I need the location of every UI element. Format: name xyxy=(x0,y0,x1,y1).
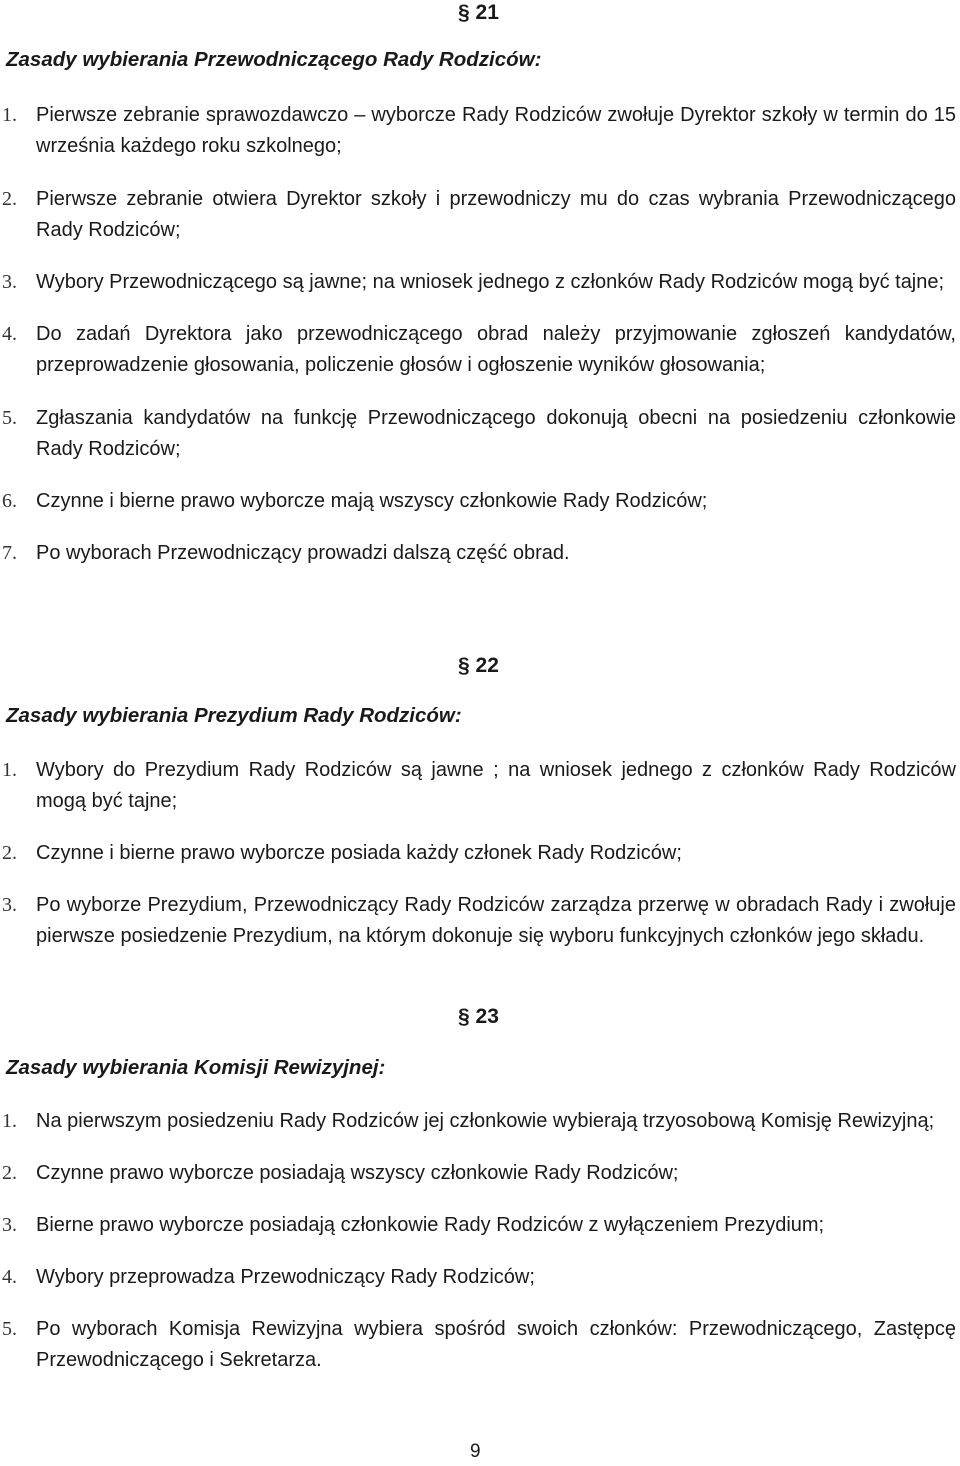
section-list-21 xyxy=(0,100,956,569)
section-heading-21: Zasady wybierania Przewodniczącego Rady Rodziców: xyxy=(6,48,542,71)
list-item-text: Po wyborach Przewodniczący prowadzi dalszą część obrad. xyxy=(36,542,570,564)
list-item-text: Na pierwszym posiedzeniu Rady Rodziców jej członkowie wybierają trzyosobową Komisję Rewizyjną; xyxy=(36,1110,935,1132)
list-item xyxy=(0,1314,956,1376)
list-item xyxy=(0,1106,956,1137)
list-item xyxy=(0,890,956,952)
list-item xyxy=(0,538,956,569)
list-item-text: Bierne prawo wyborcze posiadają członkowie Rady Rodziców z wyłączeniem Prezydium; xyxy=(36,1214,825,1236)
section-mark-21: § 21 xyxy=(458,1,499,24)
list-item-number: 2. xyxy=(2,1162,17,1184)
list-item-number: 3. xyxy=(2,271,17,293)
list-item-number: 2. xyxy=(2,842,17,864)
list-item-text: Czynne i bierne prawo wyborcze mają wszyscy członkowie Rady Rodziców; xyxy=(36,490,708,512)
section-mark-22: § 22 xyxy=(458,654,499,677)
list-item-number: 3. xyxy=(2,1214,17,1236)
list-item-text: Po wyborach Komisja Rewizyjna wybiera spośród swoich członków: Przewodniczącego, Zastępcę Przewodniczącego i Sekretarza. xyxy=(36,1318,956,1371)
section-list-22 xyxy=(0,755,956,952)
list-item-text: Czynne prawo wyborcze posiadają wszyscy członkowie Rady Rodziców; xyxy=(36,1162,679,1184)
list-item-text: Wybory przeprowadza Przewodniczący Rady Rodziców; xyxy=(36,1266,535,1288)
list-item xyxy=(0,184,956,246)
list-item xyxy=(0,100,956,162)
list-item-text: Czynne i bierne prawo wyborcze posiada każdy członek Rady Rodziców; xyxy=(36,842,682,864)
list-item-number: 1. xyxy=(2,1110,17,1132)
list-item-number: 1. xyxy=(2,759,17,781)
list-item xyxy=(0,267,956,298)
list-item xyxy=(0,838,956,869)
list-item-text: Zgłaszania kandydatów na funkcję Przewodniczącego dokonują obecni na posiedzeniu członkowie Rady Rodziców; xyxy=(36,407,956,460)
list-item-number: 2. xyxy=(2,188,17,210)
list-item xyxy=(0,486,956,517)
list-item-number: 1. xyxy=(2,104,17,126)
list-item xyxy=(0,755,956,817)
list-item xyxy=(0,1158,956,1189)
list-item-text: Wybory Przewodniczącego są jawne; na wniosek jednego z członków Rady Rodziców mogą być tajne; xyxy=(36,271,945,293)
list-item-number: 3. xyxy=(2,894,17,916)
list-item-number: 7. xyxy=(2,542,17,564)
list-item-text: Do zadań Dyrektora jako przewodniczącego obrad należy przyjmowanie zgłoszeń kandydatów, przeprowadzenie głosowania, policzenie głosów i ogłoszenie wyników głosowania; xyxy=(36,323,956,376)
list-item xyxy=(0,1262,956,1293)
list-item-text: Pierwsze zebranie otwiera Dyrektor szkoły i przewodniczy mu do czas wybrania Przewodniczącego Rady Rodziców; xyxy=(36,188,956,241)
list-item xyxy=(0,403,956,465)
section-list-23 xyxy=(0,1106,956,1376)
list-item-number: 4. xyxy=(2,1266,17,1288)
list-item-number: 5. xyxy=(2,1318,17,1340)
list-item-number: 5. xyxy=(2,407,17,429)
list-item-text: Wybory do Prezydium Rady Rodziców są jawne ; na wniosek jednego z członków Rady Rodziców mogą być tajne; xyxy=(36,759,956,812)
section-heading-22: Zasady wybierania Prezydium Rady Rodziców: xyxy=(6,704,462,727)
list-item xyxy=(0,1210,956,1241)
page-number: 9 xyxy=(470,1441,481,1462)
section-mark-23: § 23 xyxy=(458,1005,499,1028)
list-item xyxy=(0,319,956,381)
list-item-text: Po wyborze Prezydium, Przewodniczący Rady Rodziców zarządza przerwę w obradach Rady i zwołuje pierwsze posiedzenie Prezydium, na którym dokonuje się wyboru funkcyjnych członków jego składu. xyxy=(36,894,956,947)
list-item-number: 4. xyxy=(2,323,17,345)
list-item-number: 6. xyxy=(2,490,17,512)
list-item-text: Pierwsze zebranie sprawozdawczo – wyborcze Rady Rodziców zwołuje Dyrektor szkoły w termin do 15 września każdego roku szkolnego; xyxy=(36,104,956,157)
section-heading-23: Zasady wybierania Komisji Rewizyjnej: xyxy=(6,1056,386,1079)
